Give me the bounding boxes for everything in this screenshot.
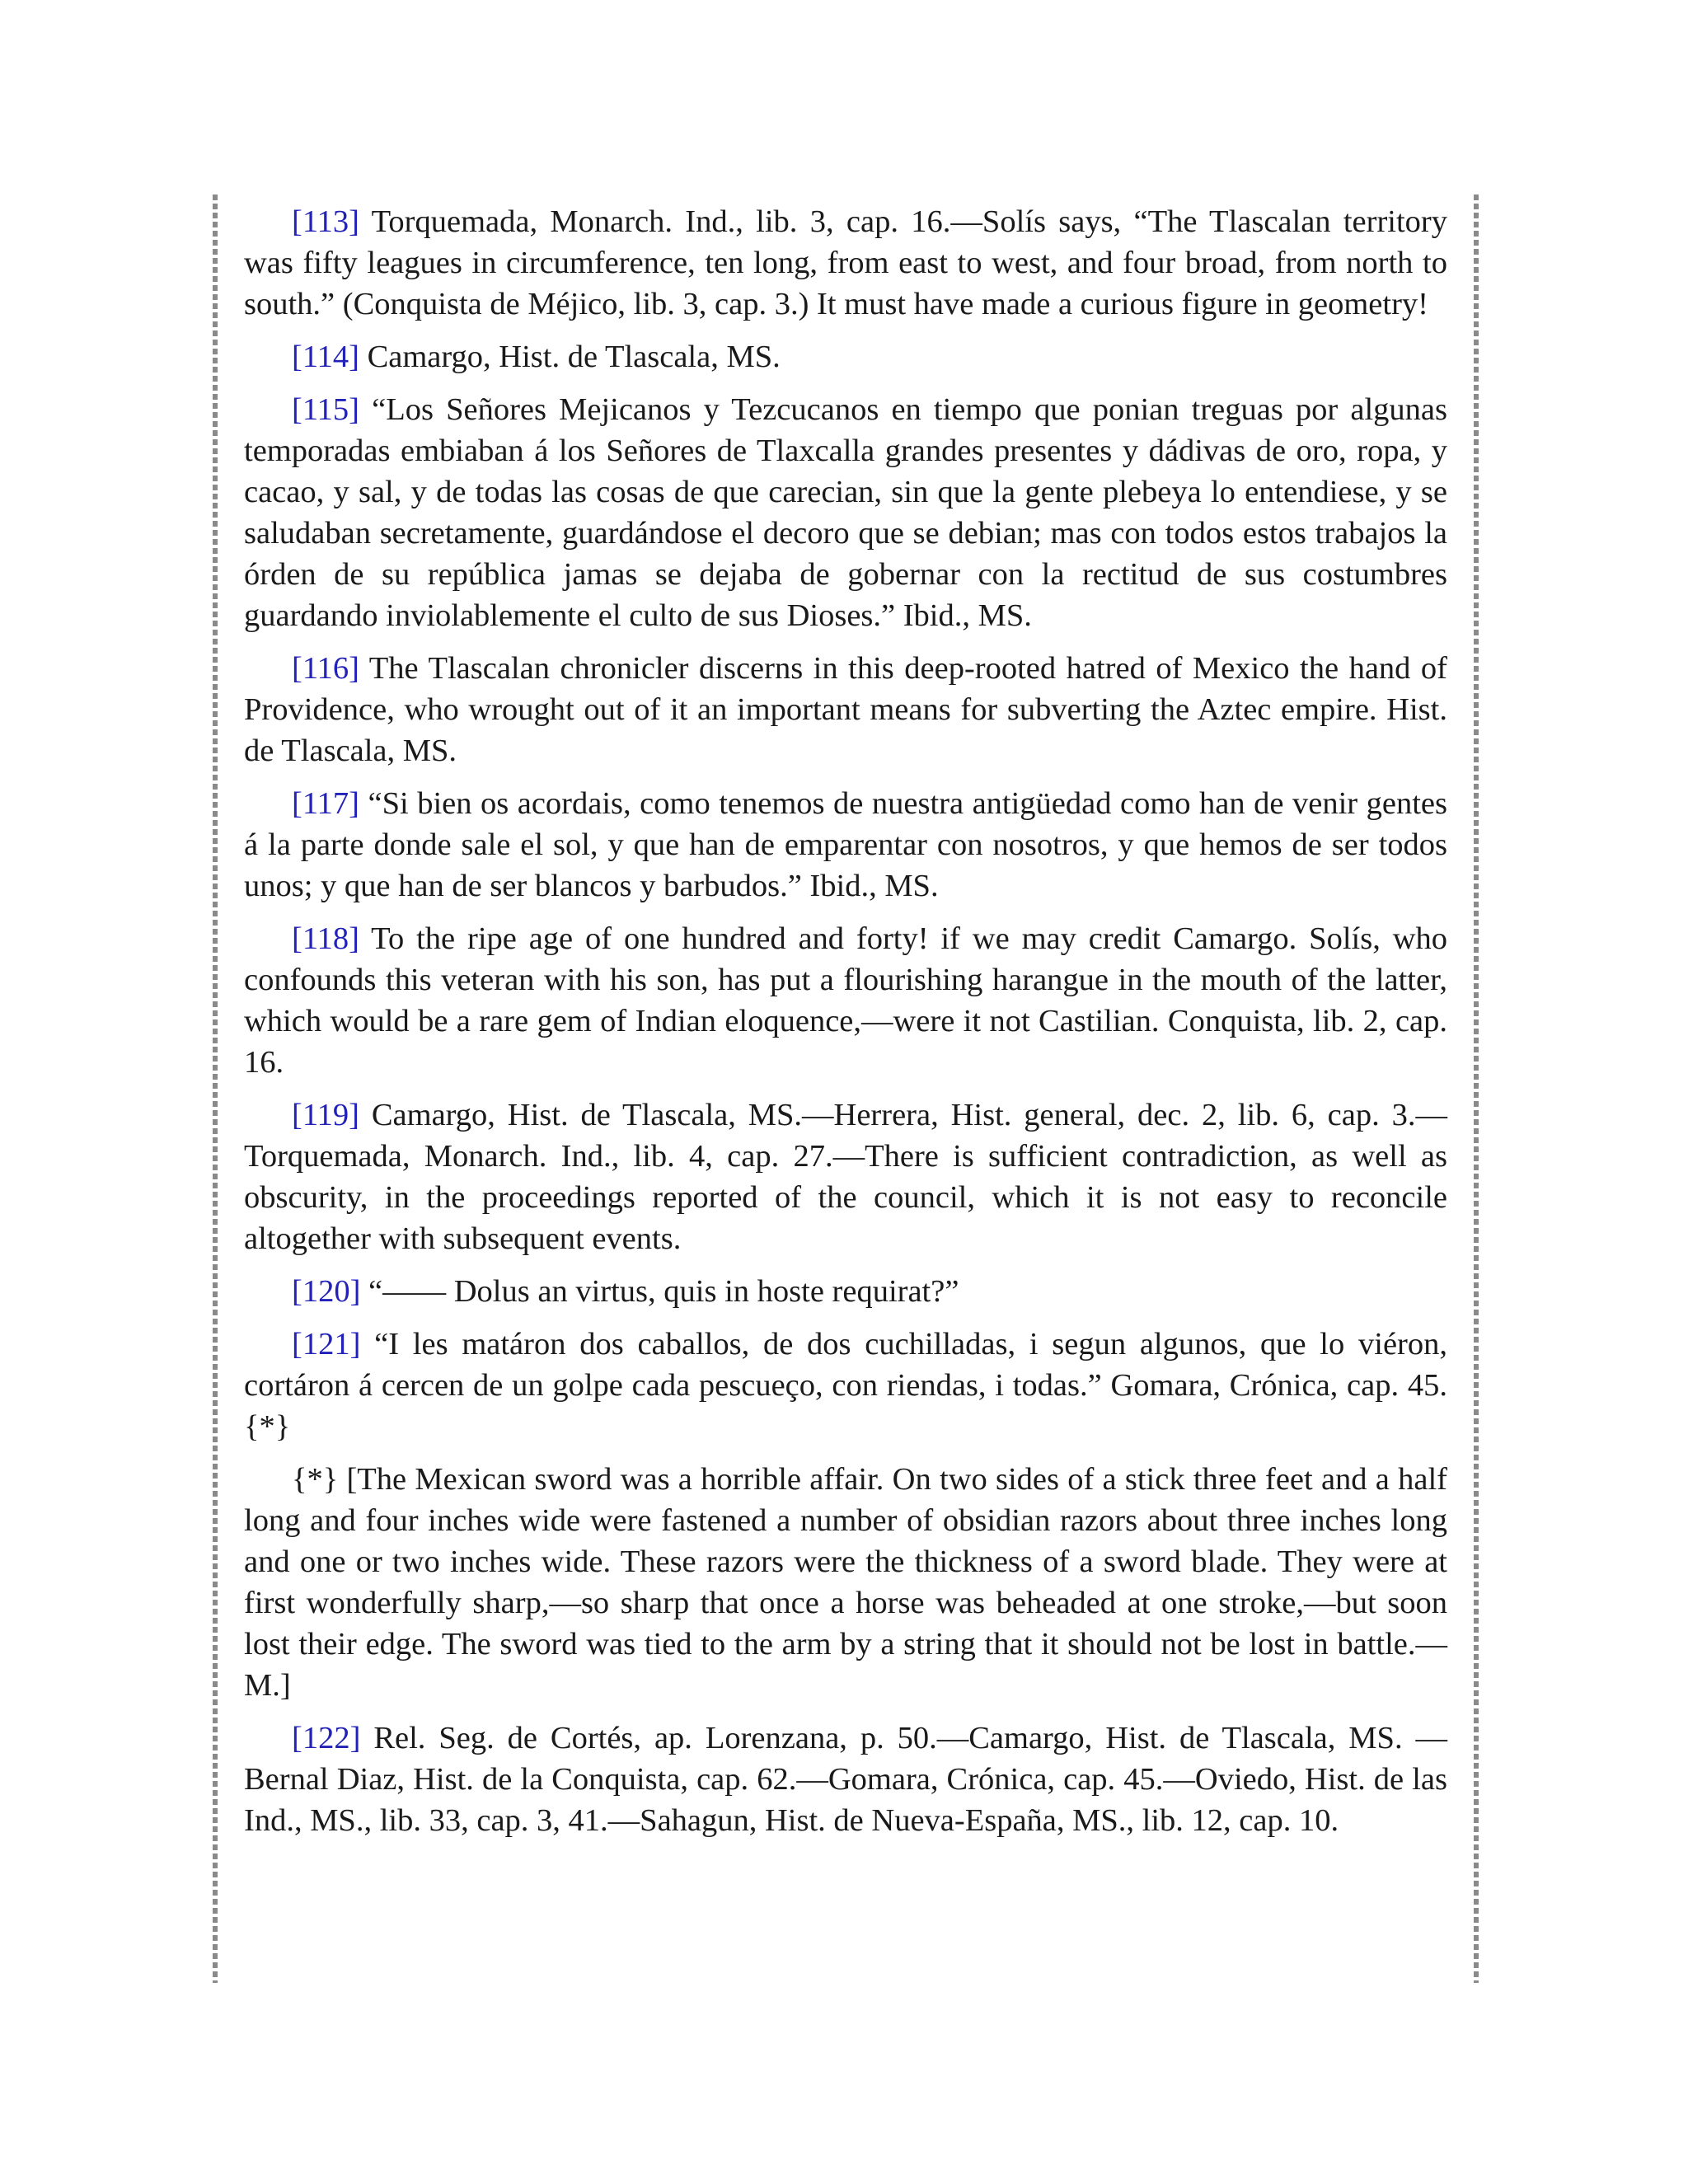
footnote-121 <box>244 1324 1447 1447</box>
footnote-118 <box>244 918 1447 1083</box>
footnote-119 <box>244 1094 1447 1259</box>
footnote-117 <box>244 783 1447 907</box>
page-frame <box>213 194 1479 1983</box>
footnote-120 <box>244 1271 1447 1312</box>
footnote-link-113[interactable]: [113] <box>292 204 359 239</box>
footnote-text: Camargo, Hist. de Tlascala, MS. <box>359 340 781 374</box>
footnote-text: The Tlascalan chronicler discerns in this deep-rooted hatred of Mexico the hand of Providence, who wrought out of it an important means for subverting the Aztec empire. Hist. de Tlascala, MS. <box>244 651 1447 768</box>
footnote-link-120[interactable]: [120] <box>292 1274 361 1309</box>
footnote-text: Camargo, Hist. de Tlascala, MS.—Herrera, Hist. general, dec. 2, lib. 6, cap. 3.—Torquemada, Monarch. Ind., lib. 4, cap. 27.—There is sufficient contradiction, as well as obscurity, in the proceedings reported of the council, which it is not easy to reconcile altogether with subsequent events. <box>244 1098 1447 1256</box>
footnote-122 <box>244 1718 1447 1841</box>
editor-note-text: {*} [The Mexican sword was a horrible affair. On two sides of a stick three feet and a half long and four inches wide were fastened a number of obsidian razors about three inches long and one or two inches wide. These razors were the thickness of a sword blade. They were at first wonderfully sharp,—so sharp that once a horse was beheaded at one stroke,—but soon lost their edge. The sword was tied to the arm by a string that it should not be lost in battle.—M.] <box>244 1462 1447 1703</box>
footnote-link-116[interactable]: [116] <box>292 651 359 686</box>
footnote-text: “I les matáron dos caballos, de dos cuchilladas, i segun algunos, que lo viéron, cortáron á cercen de un golpe cada pescueço, con riendas, i todas.” Gomara, Crónica, cap. 45.{*} <box>244 1327 1447 1444</box>
footnote-116 <box>244 648 1447 771</box>
footnote-text: Torquemada, Monarch. Ind., lib. 3, cap. 16.—Solís says, “The Tlascalan territory was fifty leagues in circumference, ten long, from east to west, and four broad, from north to south.” (Conquista de Méjico, lib. 3, cap. 3.) It must have made a curious figure in geometry! <box>244 204 1447 321</box>
footnote-link-121[interactable]: [121] <box>292 1327 361 1361</box>
footnote-link-118[interactable]: [118] <box>292 921 359 956</box>
footnote-link-114[interactable]: [114] <box>292 340 359 374</box>
footnote-link-115[interactable]: [115] <box>292 392 359 427</box>
footnote-link-119[interactable]: [119] <box>292 1098 359 1132</box>
footnote-link-122[interactable]: [122] <box>292 1721 361 1755</box>
footnotes-block <box>244 201 1447 1853</box>
editor-note-sword <box>244 1459 1447 1706</box>
footnote-text: To the ripe age of one hundred and forty! if we may credit Camargo. Solís, who confounds this veteran with his son, has put a flourishing harangue in the mouth of the latter, which would be a rare gem of Indian eloquence,—were it not Castilian. Conquista, lib. 2, cap. 16. <box>244 921 1447 1080</box>
dotted-border-left <box>213 194 218 1983</box>
footnote-115 <box>244 389 1447 636</box>
footnote-text: Rel. Seg. de Cortés, ap. Lorenzana, p. 50.—Camargo, Hist. de Tlascala, MS. —Bernal Diaz, Hist. de la Conquista, cap. 62.—Gomara, Crónica, cap. 45.—Oviedo, Hist. de las Ind., MS., lib. 33, cap. 3, 41.—Sahagun, Hist. de Nueva-España, MS., lib. 12, cap. 10. <box>244 1721 1447 1838</box>
dotted-border-right <box>1474 194 1479 1983</box>
footnote-text: “—— Dolus an virtus, quis in hoste requirat?” <box>360 1274 959 1309</box>
footnote-text: “Si bien os acordais, como tenemos de nuestra antigüedad como han de venir gentes á la parte donde sale el sol, y que han de emparentar con nosotros, y que hemos de ser todos unos; y que han de ser blancos y barbudos.” Ibid., MS. <box>244 786 1447 903</box>
footnote-114 <box>244 336 1447 377</box>
footnote-text: “Los Señores Mejicanos y Tezcucanos en tiempo que ponian treguas por algunas temporadas embiaban á los Señores de Tlaxcalla grandes presentes y dádivas de oro, ropa, y cacao, y sal, y de todas las cosas de que carecian, sin que la gente plebeya lo entendiese, y se saludaban secretamente, guardándose el decoro que se debian; mas con todos estos trabajos la órden de su república jamas se dejaba de gobernar con la rectitud de sus costumbres guardando inviolablemente el culto de sus Dioses.” Ibid., MS. <box>244 392 1447 633</box>
footnote-link-117[interactable]: [117] <box>292 786 359 821</box>
footnote-113 <box>244 201 1447 325</box>
